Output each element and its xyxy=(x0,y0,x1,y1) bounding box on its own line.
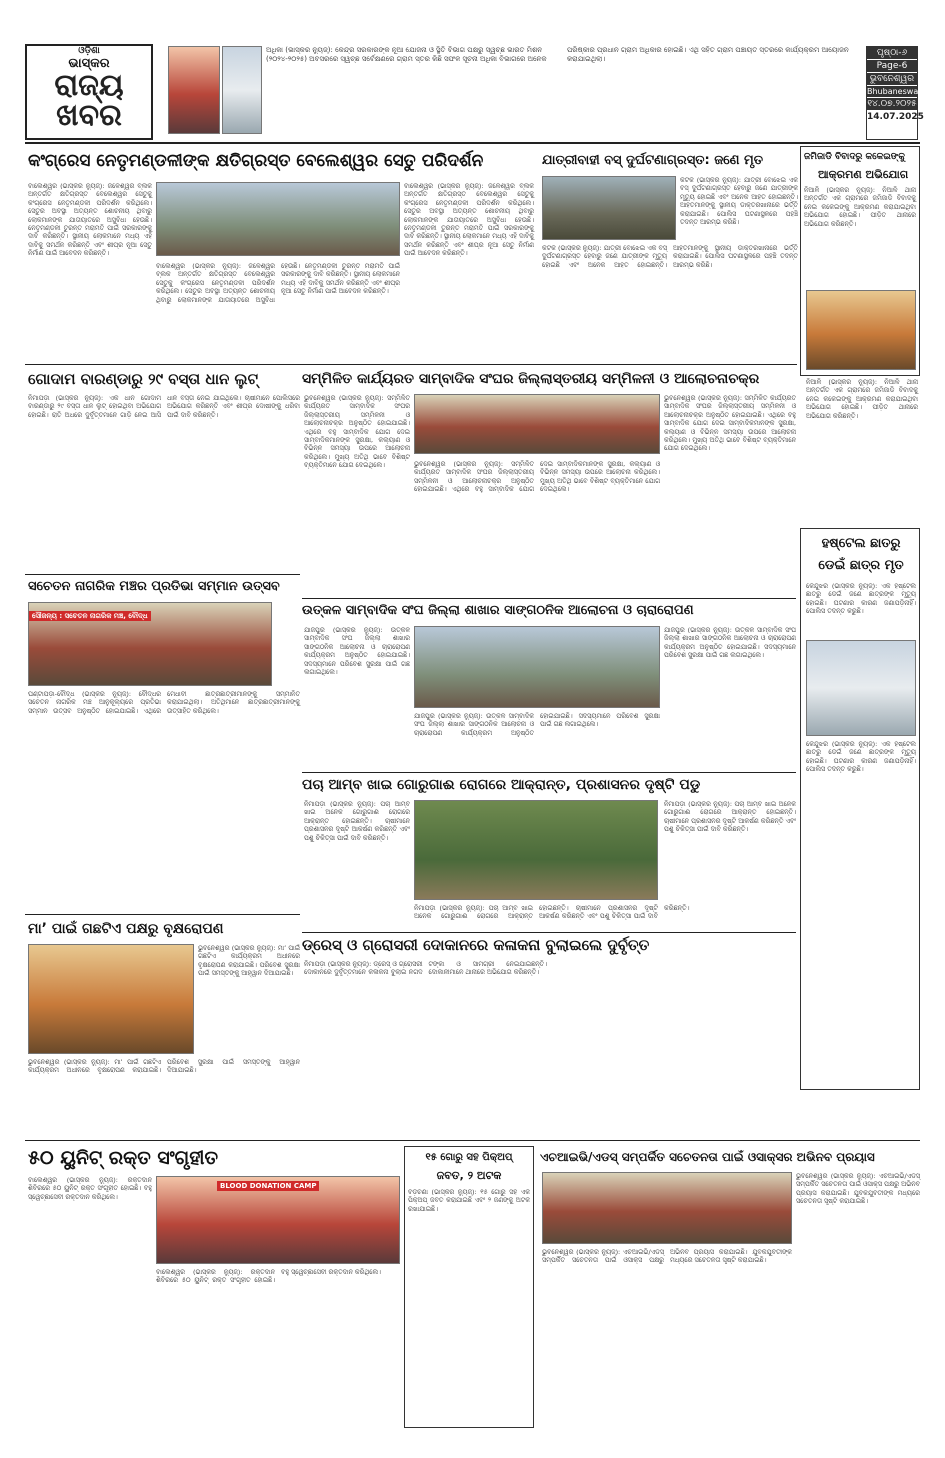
masthead-line1: ରାଜ୍ୟ xyxy=(54,68,124,103)
page-date: 14.07.2025 xyxy=(867,112,924,122)
headline-a3-2: ଆକ୍ରମଣ ଅଭିଯୋଗ xyxy=(818,168,909,181)
photo-a9 xyxy=(414,800,658,900)
headline-a13-1: ୧୫ ଗୋରୁ ସହ ପିକ୍‌ଅପ୍ xyxy=(425,1152,513,1163)
top-photo-2 xyxy=(222,46,262,134)
headline-a14: ଏଚଆଇଭି/ଏଡସ୍ ସମ୍ପର୍କିତ ସଚେତନତା ପାଇଁ ଓସାକ୍‌ସର ଅଭିନବ ପ୍ରୟାସ xyxy=(540,1150,875,1164)
headline-a11: ଡ୍ରେସ୍ ଓ ଗ୍ରୋସରୀ ଦୋକାନରେ କଳାକନା ବୁଲାଇଲେ ଦୁର୍ବୃତ୍ତ xyxy=(302,936,650,954)
col-a14-1: ଭୁବନେଶ୍ୱର (ଭାସ୍କର ନ୍ୟୁଜ୍): ଏଚଆଇଭି/ଏଡସ୍ ସମ୍ପର୍କିତ ସଚେତନତା ପାଇଁ ଓସାକ୍‌ସ ପକ୍ଷରୁ ଅଭିନବ ପ୍ରୟାସ କରାଯାଇଛି। ଯୁବକଯୁବତୀଙ୍କ ମଧ୍ୟରେ ସଚେତନତା ସୃଷ୍ଟି କରାଯାଇଛି। xyxy=(542,1248,792,1265)
page-label: ପୃଷ୍ଠା-୬ xyxy=(867,47,917,60)
col-a1-1: ବାଲେଶ୍ୱର (ଭାସ୍କର ନ୍ୟୁଜ୍): ଜଳେଶ୍ୱର ବ୍ଲକ ଅନ୍ତର୍ଗତ କ୍ଷତିଗ୍ରସ୍ତ ବେଲେଶ୍ୱର ସେତୁକୁ କଂଗ୍ରେସ ନେତୃମଣ୍ଡଳୀ ପରିଦର୍ଶନ କରିଥିଲେ। ସେତୁର ଅବସ୍ଥା ଅତ୍ୟନ୍ତ ଶୋଚନୀୟ ଥିବାରୁ ଲୋକମାନଙ୍କ ଯାତାୟାତରେ ଅସୁବିଧା ହେଉଛି। ନେତୃମଣ୍ଡଳୀ ତୁରନ୍ତ ମରାମତି ପାଇଁ ସରକାରଙ୍କୁ ଦାବି କରିଛନ୍ତି। ସ୍ଥାନୀୟ ଲୋକମାନେ ମଧ୍ୟ ଏହି ଦାବିକୁ ସମର୍ଥନ କରିଛନ୍ତି ଏବଂ ଶୀଘ୍ର ନୂଆ ସେତୁ ନିର୍ମାଣ ପାଇଁ ଆବେଦନ କରିଛନ୍ତି। xyxy=(28,182,152,258)
rule-5 xyxy=(25,914,300,915)
headline-a2: ଯାତ୍ରୀବାହୀ ବସ୍ ଦୁର୍ଘଟଣାଗ୍ରସ୍ତ: ଜଣେ ମୃତ xyxy=(542,153,764,168)
headline-a8-2: ଡେଇଁ ଛାତ୍ର ମୃତ xyxy=(818,558,904,573)
masthead-top: ଓଡ଼ିଶା xyxy=(78,46,100,56)
photo-a6 xyxy=(28,602,272,686)
rule-7 xyxy=(25,1140,920,1141)
col-a5-2: ଭୁବନେଶ୍ୱର (ଭାସ୍କର ନ୍ୟୁଜ୍): ସମ୍ମିଳିତ କାର୍ଯ୍ୟରତ ସାମ୍ବାଦିକ ସଂଘର ଜିଲ୍ଲାସ୍ତରୀୟ ସମ୍ମିଳନୀ ଓ ଆଲୋଚନାଚକ୍ର ଅନୁଷ୍ଠିତ ହୋଇଯାଇଛି। ଏଥିରେ ବହୁ ସାମ୍ବାଦିକ ଯୋଗ ଦେଇ ସାମ୍ବାଦିକମାନଙ୍କ ସୁରକ୍ଷା, କଲ୍ୟାଣ ଓ ବିଭିନ୍ନ ସମସ୍ୟା ଉପରେ ଆଲୋଚନା କରିଥିଲେ। ମୁଖ୍ୟ ଅତିଥି ଭାବେ ବିଶିଷ୍ଟ ବ୍ୟକ୍ତିମାନେ ଯୋଗ ଦେଇଥିଲେ। xyxy=(414,460,660,494)
photo-a14 xyxy=(542,1172,792,1244)
masthead xyxy=(25,44,153,140)
photo-a5 xyxy=(414,394,660,454)
col-a9-3: ନିମାପଡ଼ା (ଭାସ୍କର ନ୍ୟୁଜ୍): ପଚା ଆମ୍ବ ଖାଇ ଅନେକ ଗୋରୁଗାଈ ରୋଗରେ ଆକ୍ରାନ୍ତ ହୋଇଛନ୍ତି। ଚାଷୀମାନେ ପ୍ରଶାସନର ଦୃଷ୍ଟି ଆକର୍ଷଣ କରିଛନ୍ତି ଏବଂ ପଶୁ ଚିକିତ୍ସା ପାଇଁ ଦାବି କରିଛନ୍ତି। xyxy=(664,800,796,834)
col-a6: ଘଣ୍ଟାପଡ଼ା-ବୌଦ୍ଧ (ଭାସ୍କର ନ୍ୟୁଜ୍): ବୌଦ୍ଧର ସଚେତନ ନାଗରିକ ମଞ୍ଚ ଆନୁକୂଲ୍ୟରେ ପ୍ରତିଭା ସମ୍ମାନ ଉତ୍ସବ ଅନୁଷ୍ଠିତ ହୋଇଯାଇଛି। ଏଥିରେ ମେଧାବୀ ଛାତ୍ରଛାତ୍ରୀମାନଙ୍କୁ ସମ୍ମାନିତ କରାଯାଇଥିଲା। ଅତିଥିମାନେ ଛାତ୍ରଛାତ୍ରୀମାନଙ୍କୁ ଉତ୍ସାହିତ କରିଥିଲେ। xyxy=(28,690,300,715)
rule-4 xyxy=(302,772,796,773)
col-a8-2: କେନ୍ଦୁଝର (ଭାସ୍କର ନ୍ୟୁଜ୍): ଏକ ହଷ୍ଟେଲ ଛାତରୁ ଡେଇଁ ଜଣେ ଛାତ୍ରଙ୍କ ମୃତ୍ୟୁ ହୋଇଛି। ଘଟଣାର କାରଣ ଜଣାପଡ଼ିନାହିଁ। ପୋଲିସ ତଦନ୍ତ କରୁଛି। xyxy=(806,740,916,774)
top-strip-text: ଅଧିକା (ଭାସ୍କର ନ୍ୟୁଜ୍): କେନ୍ଦ୍ର ସରକାରଙ୍କ ନୂଆ ଯୋଜନା ଓ ସ୍ଥିତି ବିଭାଗ ପକ୍ଷରୁ ସ୍ୱଚ୍ଛ ଭାରତ ମିଶନ (୨୦୨୪-୨୦୨୫) ଅବସରରେ ସ୍ୱଚ୍ଛ ସର୍ବେକ୍ଷଣରେ ଗ୍ରାମ ସ୍ତର କିଛି ସଫଳ ସୂଚନା ଅଧିକା ବିଭାଗରେ ଅନେକ ପରିଷ୍କାର ପ୍ରଧାନ ଗ୍ରାମ ଅଧିକାର ହୋଇଛି। ଏଥି ସହିତ ଗ୍ରାମ ପଞ୍ଚାୟତ ସ୍ତରରେ କାର୍ଯ୍ୟକ୍ରମ ଆୟୋଜନ କରାଯାଇଥିଲା। xyxy=(266,46,849,63)
headline-a13-2: ଜବତ, ୨ ଅଟକ xyxy=(436,1169,502,1182)
headline-a8-1: ହଷ୍ଟେଲ ଛାତରୁ xyxy=(821,536,901,551)
col-a12-2: ବାଲେଶ୍ୱର (ଭାସ୍କର ନ୍ୟୁଜ୍): ରକ୍ତଦାନ ଶିବିରରେ ୫୦ ୟୁନିଟ୍ ରକ୍ତ ସଂଗୃହୀତ ହୋଇଛି। ବହୁ ସ୍ୱେଚ୍ଛାସେବୀ ରକ୍ତଦାନ କରିଥିଲେ। xyxy=(156,1268,381,1285)
col-a14-2: ଭୁବନେଶ୍ୱର (ଭାସ୍କର ନ୍ୟୁଜ୍): ଏଚଆଇଭି/ଏଡସ୍ ସମ୍ପର୍କିତ ସଚେତନତା ପାଇଁ ଓସାକ୍‌ସ ପକ୍ଷରୁ ଅଭିନବ ପ୍ରୟାସ କରାଯାଇଛି। ଯୁବକଯୁବତୀଙ୍କ ମଧ୍ୟରେ ସଚେତନତା ସୃଷ୍ଟି କରାଯାଇଛି। xyxy=(796,1172,920,1206)
col-a1-3: ବାଲେଶ୍ୱର (ଭାସ୍କର ନ୍ୟୁଜ୍): ଜଳେଶ୍ୱର ବ୍ଲକ ଅନ୍ତର୍ଗତ କ୍ଷତିଗ୍ରସ୍ତ ବେଲେଶ୍ୱର ସେତୁକୁ କଂଗ୍ରେସ ନେତୃମଣ୍ଡଳୀ ପରିଦର୍ଶନ କରିଥିଲେ। ସେତୁର ଅବସ୍ଥା ଅତ୍ୟନ୍ତ ଶୋଚନୀୟ ଥିବାରୁ ଲୋକମାନଙ୍କ ଯାତାୟାତରେ ଅସୁବିଧା ହେଉଛି। ନେତୃମଣ୍ଡଳୀ ତୁରନ୍ତ ମରାମତି ପାଇଁ ସରକାରଙ୍କୁ ଦାବି କରିଛନ୍ତି। ସ୍ଥାନୀୟ ଲୋକମାନେ ମଧ୍ୟ ଏହି ଦାବିକୁ ସମର୍ଥନ କରିଛନ୍ତି ଏବଂ ଶୀଘ୍ର ନୂଆ ସେତୁ ନିର୍ମାଣ ପାଇଁ ଆବେଦନ କରିଛନ୍ତି। xyxy=(404,182,534,258)
photo-a7 xyxy=(414,626,660,708)
col-a7-2: ଯାଜପୁର (ଭାସ୍କର ନ୍ୟୁଜ୍): ଉତ୍କଳ ସାମ୍ବାଦିକ ସଂଘ ଜିଲ୍ଲା ଶାଖାର ସାଙ୍ଗଠନିକ ଆଲୋଚନା ଓ ଚାରାରୋପଣ କାର୍ଯ୍ୟକ୍ରମ ଅନୁଷ୍ଠିତ ହୋଇଯାଇଛି। ସଦସ୍ୟମାନେ ପରିବେଶ ସୁରକ୍ଷା ପାଇଁ ଗଛ ଲଗାଇଥିଲେ। xyxy=(414,712,660,737)
page-city-en: Bhubaneswar xyxy=(867,87,922,96)
masthead-brand: ଭାସ୍କର xyxy=(68,56,110,71)
col-a2-2: କଟକ (ଭାସ୍କର ନ୍ୟୁଜ୍): ଯାତ୍ରୀ ବୋଝେଇ ଏକ ବସ୍ ଦୁର୍ଘଟଣାଗ୍ରସ୍ତ ହେବାରୁ ଜଣେ ଯାତ୍ରୀଙ୍କ ମୃତ୍ୟୁ ହୋଇଛି ଏବଂ ଅନେକ ଆହତ ହୋଇଛନ୍ତି। ଆହତମାନଙ୍କୁ ସ୍ଥାନୀୟ ଡାକ୍ତରଖାନାରେ ଭର୍ତ୍ତି କରାଯାଇଛି। ପୋଲିସ ଘଟଣାସ୍ଥଳରେ ପହଞ୍ଚି ତଦନ୍ତ ଆରମ୍ଭ କରିଛି। xyxy=(542,244,798,269)
page-date-or: ୧୪.୦୭.୨୦୨୫ xyxy=(867,99,917,109)
headline-a7: ଉତ୍କଳ ସାମ୍ବାଦିକ ସଂଘ ଜିଲ୍ଲା ଶାଖାର ସାଙ୍ଗଠନିକ ଆଲୋଚନା ଓ ଚାରାରୋପଣ xyxy=(302,603,694,618)
col-a8-1: କେନ୍ଦୁଝର (ଭାସ୍କର ନ୍ୟୁଜ୍): ଏକ ହଷ୍ଟେଲ ଛାତରୁ ଡେଇଁ ଜଣେ ଛାତ୍ରଙ୍କ ମୃତ୍ୟୁ ହୋଇଛି। ଘଟଣାର କାରଣ ଜଣାପଡ଼ିନାହିଁ। ପୋଲିସ ତଦନ୍ତ କରୁଛି। xyxy=(806,582,916,616)
col-a9-2: ନିମାପଡ଼ା (ଭାସ୍କର ନ୍ୟୁଜ୍): ପଚା ଆମ୍ବ ଖାଇ ଅନେକ ଗୋରୁଗାଈ ରୋଗରେ ଆକ୍ରାନ୍ତ ହୋଇଛନ୍ତି। ଚାଷୀମାନେ ପ୍ରଶାସନର ଦୃଷ୍ଟି ଆକର୍ଷଣ କରିଛନ୍ତି ଏବଂ ପଶୁ ଚିକିତ୍ସା ପାଇଁ ଦାବି କରିଛନ୍ତି। xyxy=(414,904,690,921)
col-a1-2: ବାଲେଶ୍ୱର (ଭାସ୍କର ନ୍ୟୁଜ୍): ଜଳେଶ୍ୱର ବ୍ଲକ ଅନ୍ତର୍ଗତ କ୍ଷତିଗ୍ରସ୍ତ ବେଲେଶ୍ୱର ସେତୁକୁ କଂଗ୍ରେସ ନେତୃମଣ୍ଡଳୀ ପରିଦର୍ଶନ କରିଥିଲେ। ସେତୁର ଅବସ୍ଥା ଅତ୍ୟନ୍ତ ଶୋଚନୀୟ ଥିବାରୁ ଲୋକମାନଙ୍କ ଯାତାୟାତରେ ଅସୁବିଧା ହେଉଛି। ନେତୃମଣ୍ଡଳୀ ତୁରନ୍ତ ମରାମତି ପାଇଁ ସରକାରଙ୍କୁ ଦାବି କରିଛନ୍ତି। ସ୍ଥାନୀୟ ଲୋକମାନେ ମଧ୍ୟ ଏହି ଦାବିକୁ ସମର୍ଥନ କରିଛନ୍ତି ଏବଂ ଶୀଘ୍ର ନୂଆ ସେତୁ ନିର୍ମାଣ ପାଇଁ ଆବେଦନ କରିଛନ୍ତି। xyxy=(156,262,400,304)
col-a11: ନିମାପଡ଼ା (ଭାସ୍କର ନ୍ୟୁଜ୍): ଡ୍ରେସ୍ ଓ ଗ୍ରୋସରୀ ଦୋକାନରେ ଦୁର୍ବୃତ୍ତମାନେ କଳାକନା ବୁଲାଇ ନଗଦ ଟଙ୍କା ଓ ସାମଗ୍ରୀ ନେଇଯାଇଛନ୍ତି। ଦୋକାନୀମାନେ ଥାନାରେ ଅଭିଯୋଗ କରିଛନ୍ତି। xyxy=(304,960,547,977)
headline-a12: ୫୦ ୟୁନିଟ୍ ରକ୍ତ ସଂଗୃହୀତ xyxy=(28,1147,219,1169)
col-a10-1: ଭୁବନେଶ୍ୱର (ଭାସ୍କର ନ୍ୟୁଜ୍): ମା’ ପାଇଁ ଗଛଟିଏ କାର୍ଯ୍ୟକ୍ରମ ଅଧୀନରେ ବୃକ୍ଷରୋପଣ କରାଯାଇଛି। ପରିବେଶ ସୁରକ୍ଷା ପାଇଁ ସମସ୍ତଙ୍କୁ ଆହ୍ୱାନ ଦିଆଯାଇଛି। xyxy=(198,944,300,978)
col-a5-3: ଭୁବନେଶ୍ୱର (ଭାସ୍କର ନ୍ୟୁଜ୍): ସମ୍ମିଳିତ କାର୍ଯ୍ୟରତ ସାମ୍ବାଦିକ ସଂଘର ଜିଲ୍ଲାସ୍ତରୀୟ ସମ୍ମିଳନୀ ଓ ଆଲୋଚନାଚକ୍ର ଅନୁଷ୍ଠିତ ହୋଇଯାଇଛି। ଏଥିରେ ବହୁ ସାମ୍ବାଦିକ ଯୋଗ ଦେଇ ସାମ୍ବାଦିକମାନଙ୍କ ସୁରକ୍ଷା, କଲ୍ୟାଣ ଓ ବିଭିନ୍ନ ସମସ୍ୟା ଉପରେ ଆଲୋଚନା କରିଥିଲେ। ମୁଖ୍ୟ ଅତିଥି ଭାବେ ବିଶିଷ୍ଟ ବ୍ୟକ୍ତିମାନେ ଯୋଗ ଦେଇଥିଲେ। xyxy=(664,394,796,453)
col-a5-1: ଭୁବନେଶ୍ୱର (ଭାସ୍କର ନ୍ୟୁଜ୍): ସମ୍ମିଳିତ କାର୍ଯ୍ୟରତ ସାମ୍ବାଦିକ ସଂଘର ଜିଲ୍ଲାସ୍ତରୀୟ ସମ୍ମିଳନୀ ଓ ଆଲୋଚନାଚକ୍ର ଅନୁଷ୍ଠିତ ହୋଇଯାଇଛି। ଏଥିରେ ବହୁ ସାମ୍ବାଦିକ ଯୋଗ ଦେଇ ସାମ୍ବାଦିକମାନଙ୍କ ସୁରକ୍ଷା, କଲ୍ୟାଣ ଓ ବିଭିନ୍ନ ସମସ୍ୟା ଉପରେ ଆଲୋଚନା କରିଥିଲେ। ମୁଖ୍ୟ ଅତିଥି ଭାବେ ବିଶିଷ୍ଟ ବ୍ୟକ୍ତିମାନେ ଯୋଗ ଦେଇଥିଲେ। xyxy=(304,394,410,470)
page-city: ଭୁବନେଶ୍ୱର xyxy=(867,73,917,86)
photo-a6-caption: ସୌଜନ୍ୟ : ସଚେତନ ନାଗରିକ ମଞ୍ଚ, ବୌଦ୍ଧ xyxy=(29,611,151,621)
photo-a8 xyxy=(806,640,916,736)
col-a9-1: ନିମାପଡ଼ା (ଭାସ୍କର ନ୍ୟୁଜ୍): ପଚା ଆମ୍ବ ଖାଇ ଅନେକ ଗୋରୁଗାଈ ରୋଗରେ ଆକ୍ରାନ୍ତ ହୋଇଛନ୍ତି। ଚାଷୀମାନେ ପ୍ରଶାସନର ଦୃଷ୍ଟି ଆକର୍ଷଣ କରିଛନ୍ତି ଏବଂ ପଶୁ ଚିକିତ୍ସା ପାଇଁ ଦାବି କରିଛନ୍ତି। xyxy=(304,800,410,842)
col-a3: ନିଆଳି (ଭାସ୍କର ନ୍ୟୁଜ୍): ନିଆଳି ଥାନା ଅନ୍ତର୍ଗତ ଏକ ଗ୍ରାମରେ ଜମିଜାଡି ବିବାଦକୁ ନେଇ କକେଇଙ୍କୁ ଆକ୍ରମଣ କରାଯାଇଥିବା ଅଭିଯୋଗ ହୋଇଛି। ପୀଡ଼ିତ ଥାନାରେ ଅଭିଯୋଗ କରିଛନ୍ତି। xyxy=(804,186,916,228)
headline-a1: କଂଗ୍ରେସ ନେତୃମଣ୍ଡଳୀଙ୍କ କ୍ଷତିଗ୍ରସ୍ତ ବେଲେଶ୍ୱର ସେତୁ ପରିଦର୍ଶନ xyxy=(28,151,484,171)
headline-a6: ସଚେତନ ନାଗରିକ ମଞ୍ଚର ପ୍ରତିଭା ସମ୍ମାନ ଉତ୍ସବ xyxy=(28,579,280,594)
col-a12-1: ବାଲେଶ୍ୱର (ଭାସ୍କର ନ୍ୟୁଜ୍): ରକ୍ତଦାନ ଶିବିରରେ ୫୦ ୟୁନିଟ୍ ରକ୍ତ ସଂଗୃହୀତ ହୋଇଛି। ବହୁ ସ୍ୱେଚ୍ଛାସେବୀ ରକ୍ତଦାନ କରିଥିଲେ। xyxy=(28,1176,152,1201)
col-a7-3: ଯାଜପୁର (ଭାସ୍କର ନ୍ୟୁଜ୍): ଉତ୍କଳ ସାମ୍ବାଦିକ ସଂଘ ଜିଲ୍ଲା ଶାଖାର ସାଙ୍ଗଠନିକ ଆଲୋଚନା ଓ ଚାରାରୋପଣ କାର୍ଯ୍ୟକ୍ରମ ଅନୁଷ୍ଠିତ ହୋଇଯାଇଛି। ସଦସ୍ୟମାନେ ପରିବେଶ ସୁରକ୍ଷା ପାଇଁ ଗଛ ଲଗାଇଥିଲେ। xyxy=(664,626,796,660)
photo-a12-caption: BLOOD DONATION CAMP xyxy=(217,1181,319,1191)
headline-a9: ପଚା ଆମ୍ବ ଖାଇ ଗୋରୁଗାଈ ରୋଗରେ ଆକ୍ରାନ୍ତ, ପ୍ରଶାସନର ଦୃଷ୍ଟି ପଡୁ xyxy=(302,777,701,793)
headline-a3-1: ଜମିଜାଡି ବିବାଦରୁ କକେଇଙ୍କୁ xyxy=(804,152,905,162)
photo-a10 xyxy=(28,944,194,1054)
rule-2 xyxy=(25,574,300,575)
col-a7-1: ଯାଜପୁର (ଭାସ୍କର ନ୍ୟୁଜ୍): ଉତ୍କଳ ସାମ୍ବାଦିକ ସଂଘ ଜିଲ୍ଲା ଶାଖାର ସାଙ୍ଗଠନିକ ଆଲୋଚନା ଓ ଚାରାରୋପଣ କାର୍ଯ୍ୟକ୍ରମ ଅନୁଷ୍ଠିତ ହୋଇଯାଇଛି। ସଦସ୍ୟମାନେ ପରିବେଶ ସୁରକ୍ଷା ପାଇଁ ଗଛ ଲଗାଇଥିଲେ। xyxy=(304,626,410,677)
col-a2-1: କଟକ (ଭାସ୍କର ନ୍ୟୁଜ୍): ଯାତ୍ରୀ ବୋଝେଇ ଏକ ବସ୍ ଦୁର୍ଘଟଣାଗ୍ରସ୍ତ ହେବାରୁ ଜଣେ ଯାତ୍ରୀଙ୍କ ମୃତ୍ୟୁ ହୋଇଛି ଏବଂ ଅନେକ ଆହତ ହୋଇଛନ୍ତି। ଆହତମାନଙ୍କୁ ସ୍ଥାନୀୟ ଡାକ୍ତରଖାନାରେ ଭର୍ତ୍ତି କରାଯାଇଛି। ପୋଲିସ ଘଟଣାସ୍ଥଳରେ ପହଞ୍ଚି ତଦନ୍ତ ଆରମ୍ଭ କରିଛି। xyxy=(680,176,798,227)
page-info-box xyxy=(866,46,924,140)
headline-a5: ସମ୍ମିଳିତ କାର୍ଯ୍ୟରତ ସାମ୍ବାଦିକ ସଂଘର ଜିଲ୍ଲାସ୍ତରୀୟ ସମ୍ମିଳନୀ ଓ ଆଲୋଚନାଚକ୍ର xyxy=(302,371,760,387)
rule-1 xyxy=(25,364,797,365)
col-a4: ନିମାପଡ଼ା (ଭାସ୍କର ନ୍ୟୁଜ୍): ଏକ ଧାନ ଗୋଦାମ ବାରଣ୍ଡାରୁ ୨୯ ବସ୍ତା ଧାନ ଲୁଟ୍ ହୋଇଥିବା ଅଭିଯୋଗ ହୋଇଛି। ରାତି ଅଧରେ ଦୁର୍ବୃତ୍ତମାନେ ଗାଡ଼ି ନେଇ ଆସି ଧାନ ବସ୍ତା ନେଇ ଯାଇଥିଲେ। ଚାଷୀମାନେ ପୋଲିସରେ ଅଭିଯୋଗ କରିଛନ୍ତି ଏବଂ ଶୀଘ୍ର ଦୋଷୀଙ୍କୁ ଧରିବା ପାଇଁ ଦାବି କରିଛନ୍ତି। xyxy=(28,394,300,419)
rule-6 xyxy=(302,932,796,933)
top-photo-1 xyxy=(168,46,220,134)
photo-a2 xyxy=(542,176,676,240)
photo-a12 xyxy=(156,1176,400,1264)
headline-a10: ମା’ ପାଇଁ ଗଛଟିଏ ପକ୍ଷରୁ ବୃକ୍ଷରୋପଣ xyxy=(28,921,224,937)
photo-a3 xyxy=(806,290,916,370)
masthead-line2: ଖବର xyxy=(56,98,122,133)
header-rule xyxy=(25,142,920,144)
photo-a1 xyxy=(156,182,400,256)
col-a13: ବଡ଼ଚଣା (ଭାସ୍କର ନ୍ୟୁଜ୍): ୧୫ ଗୋରୁ ସହ ଏକ ପିକ୍‌ଅପ୍ ଜବତ କରାଯାଇଛି ଏବଂ ୨ ଜଣଙ୍କୁ ଅଟକ ରଖାଯାଇଛି। xyxy=(408,1188,530,1213)
rule-3 xyxy=(302,598,796,599)
col-right-1: ନିଆଳି (ଭାସ୍କର ନ୍ୟୁଜ୍): ନିଆଳି ଥାନା ଅନ୍ତର୍ଗତ ଏକ ଗ୍ରାମରେ ଜମିଜାଡି ବିବାଦକୁ ନେଇ କକେଇଙ୍କୁ ଆକ୍ରମଣ କରାଯାଇଥିବା ଅଭିଯୋଗ ହୋଇଛି। ପୀଡ଼ିତ ଥାନାରେ ଅଭିଯୋଗ କରିଛନ୍ତି। xyxy=(806,378,918,420)
col-a10-2: ଭୁବନେଶ୍ୱର (ଭାସ୍କର ନ୍ୟୁଜ୍): ମା’ ପାଇଁ ଗଛଟିଏ କାର୍ଯ୍ୟକ୍ରମ ଅଧୀନରେ ବୃକ୍ଷରୋପଣ କରାଯାଇଛି। ପରିବେଶ ସୁରକ୍ଷା ପାଇଁ ସମସ୍ତଙ୍କୁ ଆହ୍ୱାନ ଦିଆଯାଇଛି। xyxy=(28,1058,300,1075)
page-label-en: Page-6 xyxy=(867,60,917,73)
headline-a4: ଗୋଦାମ ବାରଣ୍ଡାରୁ ୨୯ ବସ୍ତା ଧାନ ଲୁଟ୍ xyxy=(28,370,259,388)
